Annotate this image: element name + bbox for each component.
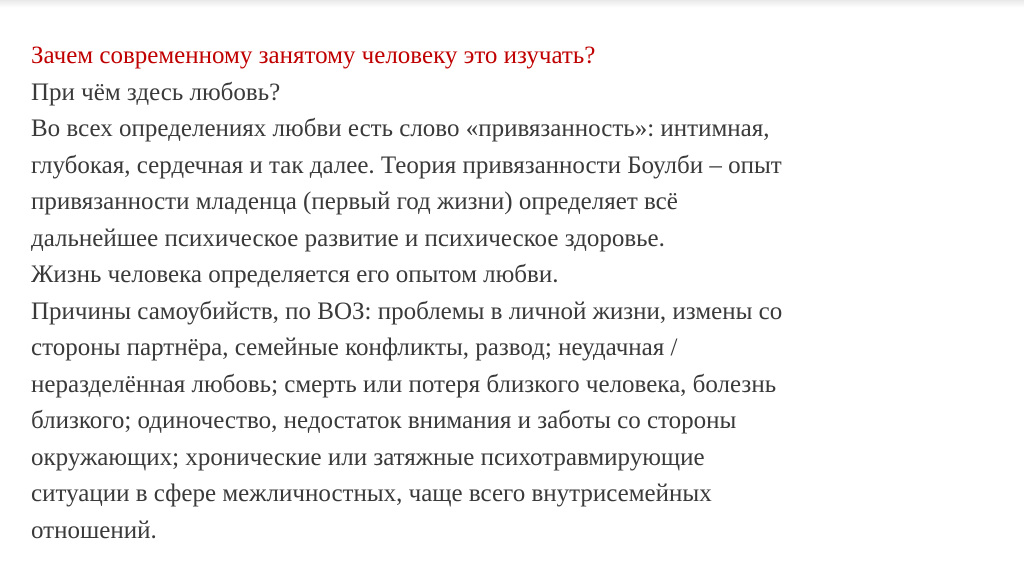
body-line: близкого; одиночество, недостаток внимания и заботы со стороны	[31, 407, 737, 434]
body-line: дальнейшее психическое развитие и психическое здоровье.	[31, 224, 665, 252]
body-line: Жизнь человека определяется его опытом любви.	[31, 261, 559, 288]
body-line: отношений.	[31, 516, 157, 544]
body-line: Во всех определениях любви есть слово «привязанность»: интимная,	[31, 115, 770, 142]
body-line: стороны партнёра, семейные конфликты, развод; неудачная /	[31, 334, 678, 361]
body-line: ситуации в сфере межличностных, чаще всего внутрисемейных	[31, 480, 712, 507]
body-line: глубокая, сердечная и так далее. Теория привязанности Боулби – опыт	[31, 151, 782, 179]
body-line: окружающих; хронические или затяжные психотравмирующие	[31, 443, 705, 471]
slide-heading: Зачем современному занятому человеку это изучать?	[31, 42, 596, 69]
body-line: неразделённая любовь; смерть или потеря близкого человека, болезнь	[31, 370, 777, 398]
top-divider	[0, 0, 1024, 8]
slide-content	[31, 38, 1006, 549]
body-line: При чём здесь любовь?	[31, 78, 281, 106]
body-line: привязанности младенца (первый год жизни) определяет всё	[31, 188, 678, 215]
body-line: Причины самоубийств, по ВОЗ: проблемы в личной жизни, измены со	[31, 297, 783, 325]
